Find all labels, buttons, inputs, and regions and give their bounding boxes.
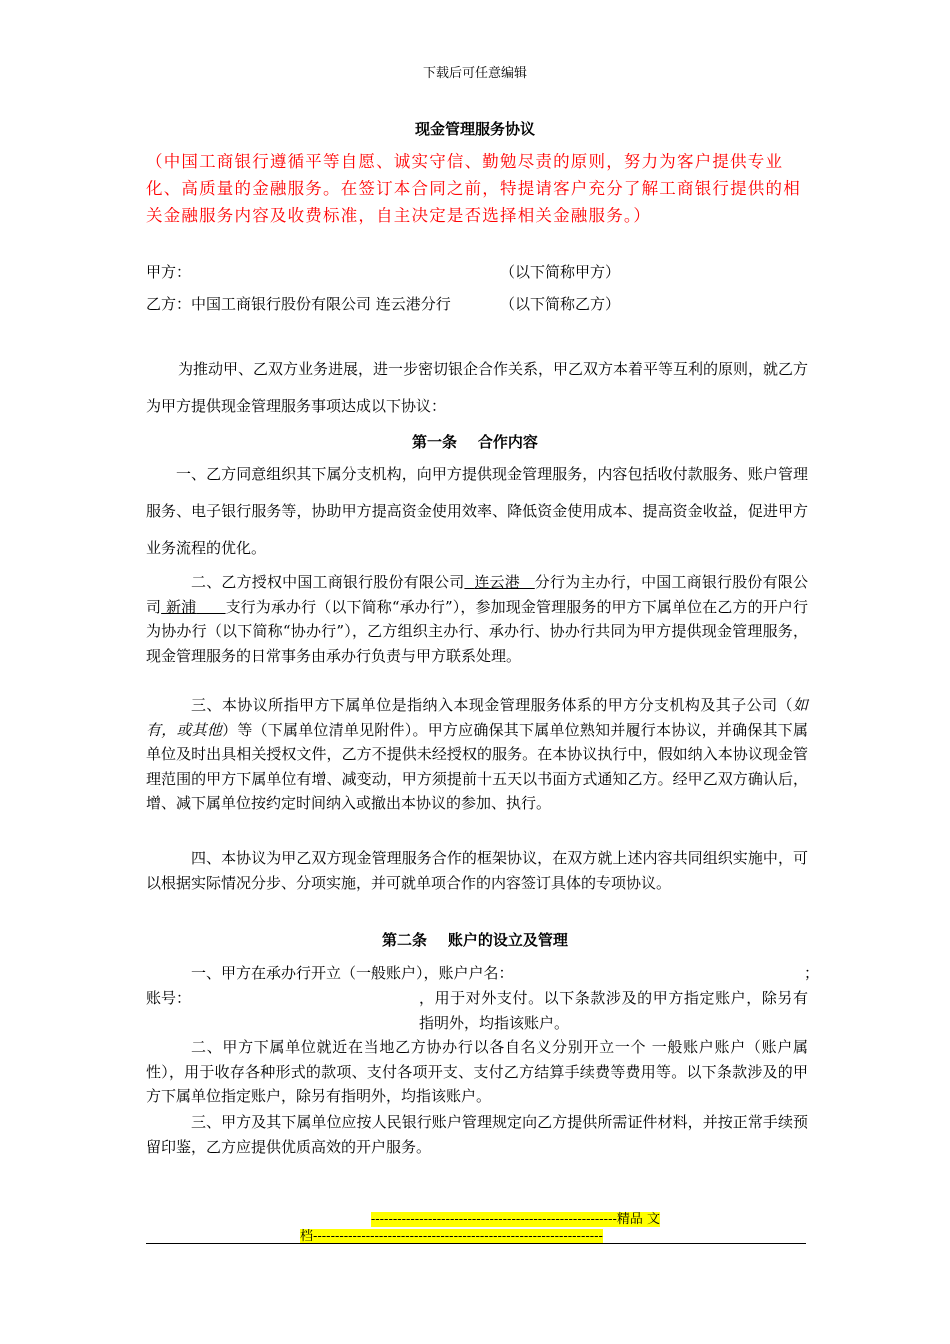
footer-line-1: [300, 1211, 660, 1228]
download-note: 下载后可任意编辑: [422, 66, 527, 81]
main-branch-value: 连云港: [474, 573, 520, 591]
article2-clause1-line1: 一、甲方在承办行开立（一般账户），账户户名：: [191, 964, 514, 982]
sub-branch-value: 新浦: [166, 597, 197, 616]
clause2-text-b: 分行为主办行，中国工商银行股份有限公司: [146, 573, 808, 616]
sub-branch-field: [161, 598, 225, 616]
party-b-name: 中国工商银行股份有限公司 连云港分行: [191, 295, 451, 313]
footer-highlight-1: --------------------------------------------------------精品 文: [370, 1212, 660, 1227]
clause3-text-a: 三、本协议所指甲方下属单位是指纳入本现金管理服务体系的甲方分支机构及其子公司（: [191, 696, 793, 714]
party-a-suffix: （以下简称甲方）: [500, 263, 621, 281]
party-b-label: 乙方：: [146, 295, 192, 313]
article1-clause1: 一、乙方同意组织其下属分支机构，向甲方提供现金管理服务，内容包括收付款服务、账户管理服务、电子银行服务等，协助甲方提高资金使用效率、降低资金使用成本、提高资金收益，促进甲方业务流程的优化。: [146, 465, 808, 557]
service-notice: （中国工商银行遵循平等自愿、诚实守信、勤勉尽责的原则，努力为客户提供专业化、高质量的金融服务。在签订本合同之前，特提请客户充分了解工商银行提供的相关金融服务内容及收费标准，自主决定是否选择相关金融服务。）: [146, 152, 801, 225]
account-name-semicolon: ；: [804, 964, 820, 982]
main-branch-field: [464, 573, 534, 591]
article1-clause2: [146, 570, 808, 668]
preamble: 为推动甲、乙双方业务进展，进一步密切银企合作关系，甲乙双方本着平等互利的原则，就乙方为甲方提供现金管理服务事项达成以下协议：: [146, 360, 809, 415]
article1-clause4: 四、本协议为甲乙双方现金管理服务合作的框架协议，在双方就上述内容共同组织实施中，可以根据实际情况分步、分项实施，并可就单项合作的内容签订具体的专项协议。: [146, 849, 808, 892]
clause2-text-c: 支行为承办行（以下简称“承办行”），参加现金管理服务的甲方下属单位在乙方的开户行为协办行（以下简称“协办行”），乙方组织主办行、承办行、协办行共同为甲方提供现金管理服务，现金管理服务的日常事务由承办行负责与甲方联系处理。: [146, 597, 808, 665]
article1-clause3: [146, 693, 808, 816]
footer-divider: [146, 1243, 806, 1244]
article2-clause3: 三、甲方及其下属单位应按人民银行账户管理规定向乙方提供所需证件材料，并按正常手续预留印鉴，乙方应提供优质高效的开户服务。: [146, 1113, 808, 1156]
article2-heading: 第二条 账户的设立及管理: [382, 931, 568, 949]
footer-highlight-2: 档------------------------------------------------------------------: [300, 1229, 603, 1244]
article1-heading: 第一条 合作内容: [412, 433, 538, 451]
clause3-italic: 如有，或其他: [146, 696, 808, 739]
clause2-text-a: 二、乙方授权中国工商银行股份有限公司: [191, 573, 465, 591]
party-b-suffix: （以下简称乙方）: [500, 295, 621, 313]
party-a-label: 甲方：: [146, 263, 192, 281]
article2-clause1-rest: ，用于对外支付。以下条款涉及的甲方指定账户，除另有指明外，均指该账户。: [419, 989, 808, 1032]
account-number-label: 账号：: [146, 989, 192, 1007]
article2-clause2: 二、甲方下属单位就近在当地乙方协办行以各自名义分别开立一个 一般账户账户（账户属性），用于收存各种形式的款项、支付各项开支、支付乙方结算手续费等费用等。以下条款涉及的甲方下属单位指定账户，除另有指明外，均指该账户。: [146, 1038, 808, 1105]
document-title: 现金管理服务协议: [414, 120, 535, 138]
clause3-text-b: ）等（下属单位清单见附件）。甲方应确保其下属单位熟知并履行本协议，并确保其下属单位及时出具相关授权文件，乙方不提供未经授权的服务。在本协议执行中，假如纳入本协议现金管理范围的甲方下属单位有增、减变动，甲方须提前十五天以书面方式通知乙方。经甲乙双方确认后，增、减下属单位按约定时间纳入或撤出本协议的参加、执行。: [146, 720, 808, 812]
